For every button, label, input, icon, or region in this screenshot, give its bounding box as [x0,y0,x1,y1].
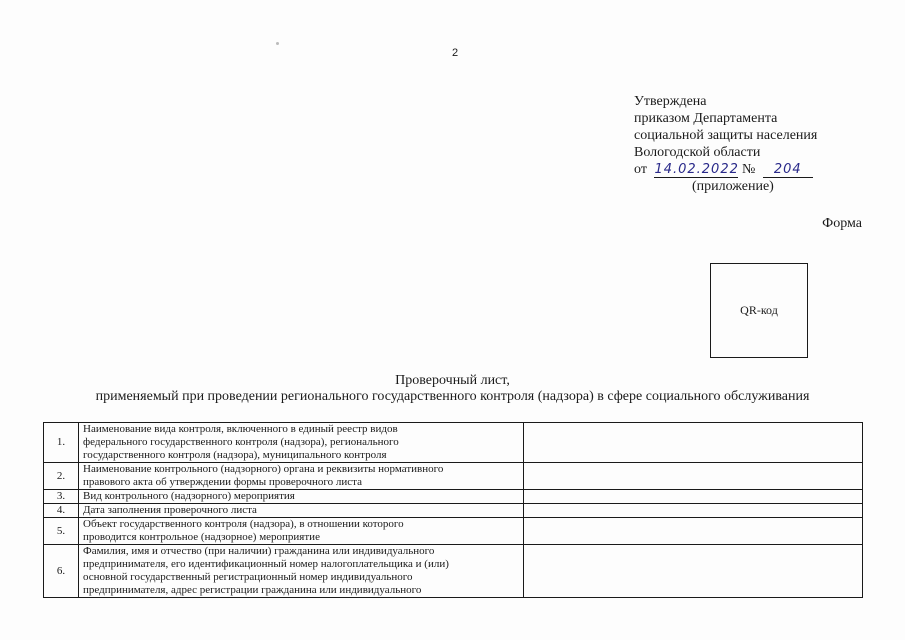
handwritten-number: 204 [763,163,813,178]
approval-line-3: социальной защиты населения [634,128,818,143]
document-title [60,373,845,405]
table-row [44,463,863,490]
row-description [79,518,524,545]
title-line-2: применяемый при проведении регионального государственного контроля (надзора) в сфере социального обслуживания [95,389,810,404]
description-line: Наименование контрольного (надзорного) органа и реквизиты нормативного [83,463,444,475]
handwritten-date: 14.02.2022 [654,162,739,177]
table-row [44,490,863,504]
row-value-cell [524,463,863,490]
form-label: Форма [822,216,862,231]
checklist-table [43,422,863,598]
description-line: Объект государственного контроля (надзора), в отношении которого [83,518,404,530]
row-description [79,423,524,463]
number-sign: № [741,162,756,177]
row-number: 2. [44,463,79,490]
description-line: Вид контрольного (надзорного) мероприятия [83,490,295,502]
description-line: предпринимателя, адрес регистрации гражданина или индивидуального [83,584,422,596]
row-value-cell [524,504,863,518]
row-value-cell [524,490,863,504]
approval-line-2: приказом Департамента [634,111,778,126]
row-value-cell [524,545,863,598]
row-description [79,545,524,598]
row-number: 6. [44,545,79,598]
page-number: 2 [452,47,459,59]
description-line: Наименование вида контроля, включенного в единый реестр видов [83,423,398,435]
row-description [79,463,524,490]
qr-label: QR-код [740,303,778,317]
description-line: правового акта об утверждении формы проверочного листа [83,476,362,488]
table-row [44,545,863,598]
row-number: 4. [44,504,79,518]
description-line: проводится контрольное (надзорное) мероприятие [83,531,320,543]
row-value-cell [524,518,863,545]
qr-code-placeholder [710,263,808,358]
approval-line-4: Вологодской области [634,145,761,160]
row-description [79,504,524,518]
description-line: Дата заполнения проверочного листа [83,504,257,516]
approval-block [634,93,817,195]
description-line: федерального государственного контроля (надзора), регионального [83,436,399,448]
table-row [44,518,863,545]
row-number: 5. [44,518,79,545]
table-row [44,504,863,518]
scan-speck [276,42,279,45]
description-line: государственного контроля (надзора), муниципального контроля [83,449,387,461]
row-number: 3. [44,490,79,504]
approval-note: (приложение) [692,179,774,194]
approval-line-1: Утверждена [634,94,707,109]
description-line: основной государственный регистрационный номер индивидуального [83,571,413,583]
date-prefix: от [634,162,647,177]
title-line-1: Проверочный лист, [395,373,510,388]
description-line: Фамилия, имя и отчество (при наличии) гражданина или индивидуального [83,545,435,557]
row-value-cell [524,423,863,463]
approval-date-line [634,161,817,178]
description-line: предпринимателя, его идентификационный номер налогоплательщика и (или) [83,558,449,570]
row-number: 1. [44,423,79,463]
row-description [79,490,524,504]
table-row [44,423,863,463]
